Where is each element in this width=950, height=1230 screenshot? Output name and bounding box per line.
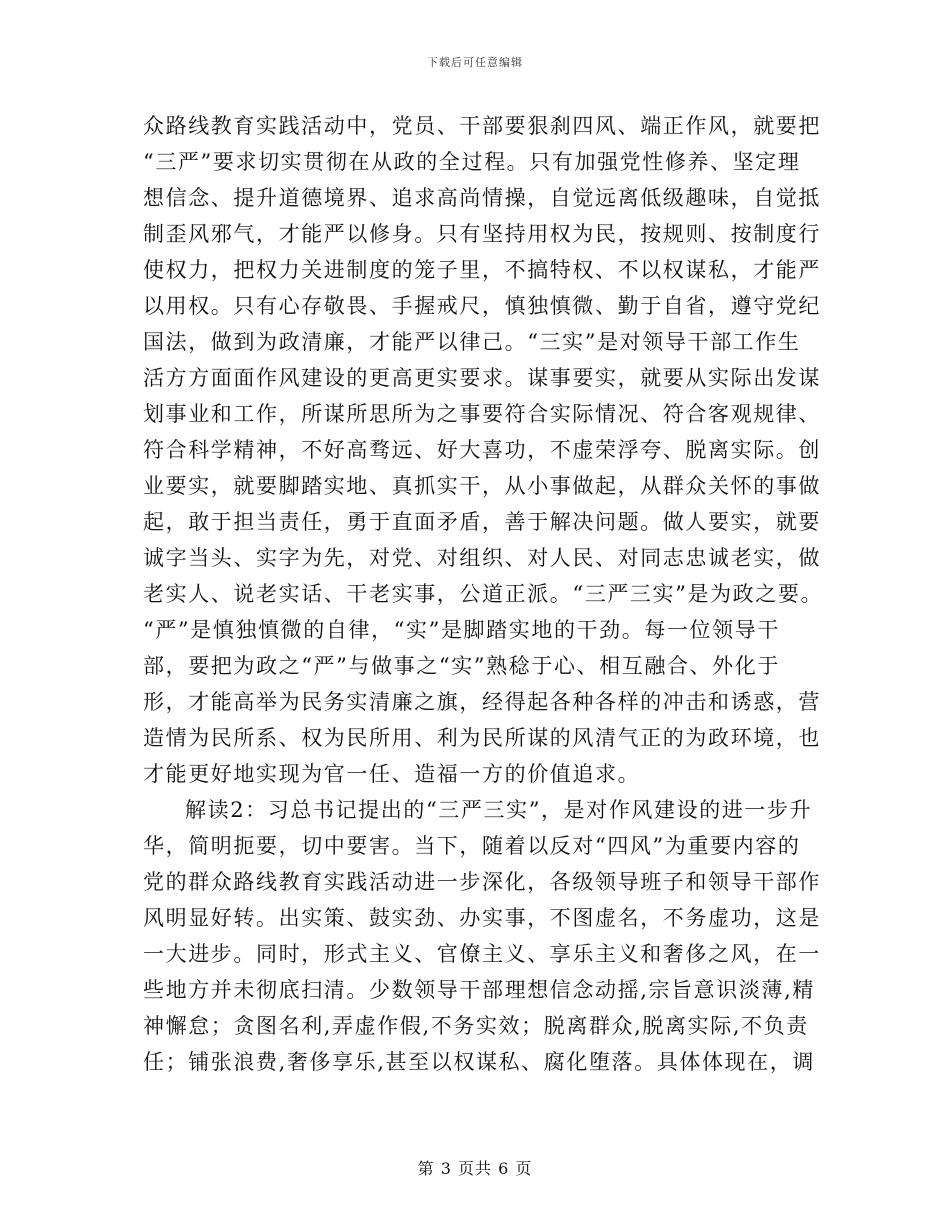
text-line: 起，敢于担当责任，勇于直面矛盾，善于解决问题。做人要实，就要 xyxy=(143,510,821,534)
document-body xyxy=(143,108,824,1080)
text-line: 以用权。只有心存敬畏、手握戒尺，慎独慎微、勤于自省，遵守党纪 xyxy=(143,294,821,318)
paragraph-start-line: 解读2：习总书记提出的“三严三实”，是对作风建设的进一步升 xyxy=(185,798,813,822)
text-line: 制歪风邪气，才能严以修身。只有坚持用权为民，按规则、按制度行 xyxy=(143,222,821,246)
text-line: 众路线教育实践活动中，党员、干部要狠刹四风、端正作风，就要把 xyxy=(143,114,821,138)
page-header: 下载后可任意编辑 xyxy=(427,56,523,69)
text-line: 风明显好转。出实策、鼓实劲、办实事，不图虚名，不务虚功，这是 xyxy=(143,906,821,930)
text-line: “三严”要求切实贯彻在从政的全过程。只有加强党性修养、坚定理 xyxy=(143,150,801,174)
text-line: 一大进步。同时，形式主义、官僚主义、享乐主义和奢侈之风，在一 xyxy=(143,942,821,966)
text-line: 华，简明扼要，切中要害。当下，随着以反对“四风”为重要内容的 xyxy=(143,834,801,858)
text-line: 部，要把为政之“严”与做事之“实”熟稔于心、相互融合、外化于 xyxy=(143,654,780,678)
text-line: 业要实，就要脚踏实地、真抓实干，从小事做起，从群众关怀的事做 xyxy=(143,474,821,498)
text-line: 形，才能高举为民务实清廉之旗，经得起各种各样的冲击和诱惑，营 xyxy=(143,690,821,714)
text-line: 老实人、说老实话、干老实事，公道正派。“三严三实”是为政之要。 xyxy=(143,582,824,606)
text-line: 诚字当头、实字为先，对党、对组织、对人民、对同志忠诚老实，做 xyxy=(143,546,821,570)
page-number: 第 3 页共 6 页 xyxy=(417,1159,533,1178)
text-line: 符合科学精神，不好高骛远、好大喜功，不虚荣浮夸、脱离实际。创 xyxy=(143,438,821,462)
text-line: 任；铺张浪费,奢侈享乐,甚至以权谋私、腐化堕落。具体体现在，调 xyxy=(143,1050,815,1074)
text-line: 划事业和工作，所谋所思所为之事要符合实际情况、符合客观规律、 xyxy=(143,402,821,426)
text-line: “严”是慎独慎微的自律，“实”是脚踏实地的干劲。每一位领导干 xyxy=(143,618,780,642)
text-line: 神懈怠；贪图名利,弄虚作假,不务实效；脱离群众,脱离实际,不负责 xyxy=(143,1014,809,1038)
text-line: 使权力，把权力关进制度的笼子里，不搞特权、不以权谋私，才能严 xyxy=(143,258,821,282)
text-line: 才能更好地实现为官一任、造福一方的价值追求。 xyxy=(143,762,641,786)
text-line: 党的群众路线教育实践活动进一步深化，各级领导班子和领导干部作 xyxy=(143,870,821,894)
text-line: 造情为民所系、权为民所用、利为民所谋的风清气正的为政环境，也 xyxy=(143,726,821,750)
text-line: 些地方并未彻底扫清。少数领导干部理想信念动摇,宗旨意识淡薄,精 xyxy=(143,978,815,1002)
text-line: 国法，做到为政清廉，才能严以律己。“三实”是对领导干部工作生 xyxy=(143,330,801,354)
text-line: 活方方面面作风建设的更高更实要求。谋事要实，就要从实际出发谋 xyxy=(143,366,821,390)
text-line: 想信念、提升道德境界、追求高尚情操，自觉远离低级趣味，自觉抵 xyxy=(143,186,821,210)
